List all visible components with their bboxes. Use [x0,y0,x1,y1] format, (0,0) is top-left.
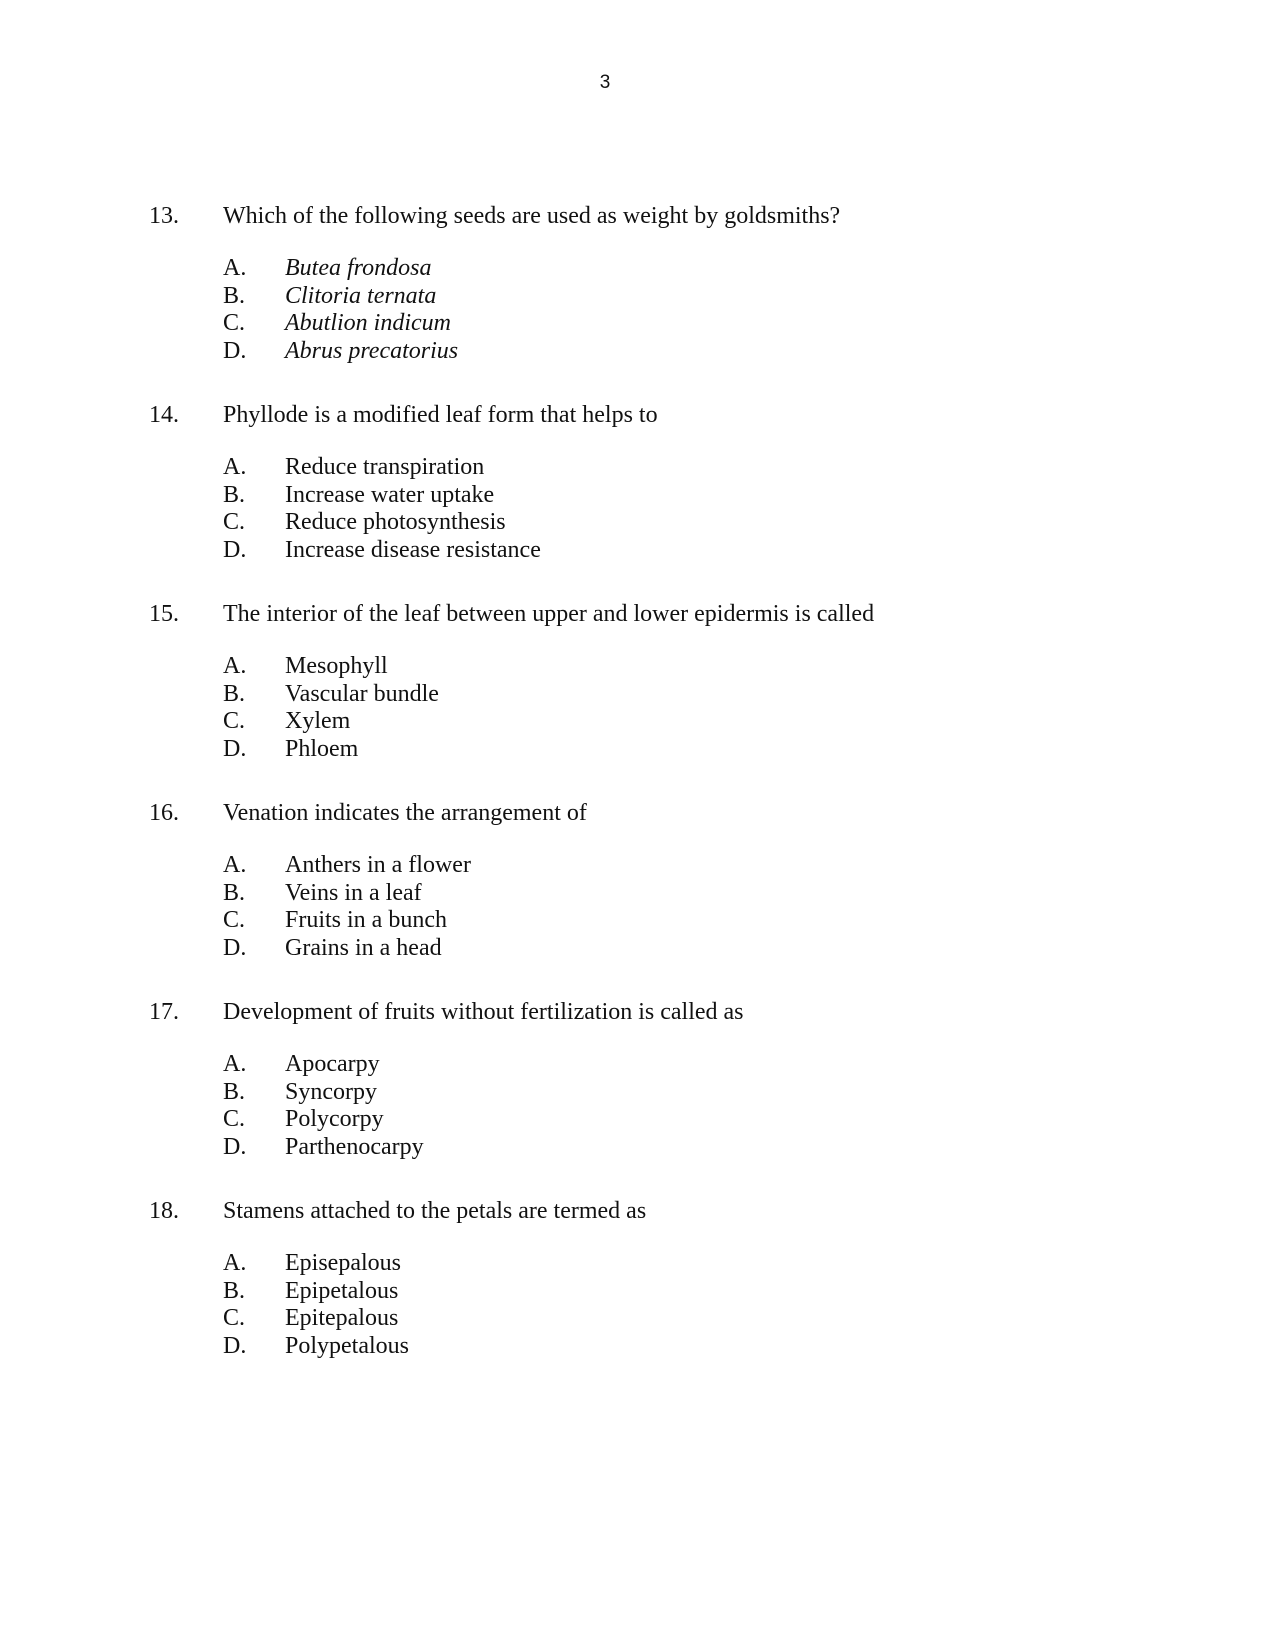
question-number: 15. [149,601,179,627]
option-text: Epipetalous [285,1277,399,1304]
option-text: Anthers in a flower [285,852,471,878]
option-text: Reduce photosynthesis [285,509,506,535]
option-letter: A. [223,1051,247,1077]
option-letter: C. [223,907,246,933]
question-18 [149,1196,1149,1360]
option-text: Polypetalous [285,1332,409,1359]
option-letter: B. [223,879,246,906]
option-list [223,852,1149,962]
question-stem [149,400,1149,430]
option-letter: A. [223,454,247,480]
option-text: Vascular bundle [285,680,439,707]
option-letter: C. [223,310,246,336]
option-a [223,454,1149,482]
option-letter: C. [223,708,246,734]
option-text: Increase water uptake [285,481,495,508]
question-number: 16. [149,800,179,826]
question-16 [149,798,1149,962]
option-text: Reduce transpiration [285,454,485,480]
option-letter: A. [223,255,247,281]
option-c [223,1305,1149,1333]
option-letter: B. [223,1277,246,1304]
question-list [149,201,1149,1395]
option-d [223,736,1149,764]
option-text: Syncorpy [285,1078,377,1105]
option-text: Fruits in a bunch [285,907,447,933]
option-text: Episepalous [285,1250,401,1276]
option-text: Apocarpy [285,1051,380,1077]
question-17 [149,997,1149,1161]
question-text: Which of the following seeds are used as weight by goldsmiths? [223,203,841,229]
option-c [223,509,1149,537]
question-text: Development of fruits without fertilization is called as [223,999,744,1025]
option-d [223,1333,1149,1361]
option-list [223,1250,1149,1360]
question-text: Stamens attached to the petals are termed as [223,1198,647,1224]
question-stem [149,1196,1149,1226]
question-stem [149,201,1149,231]
option-text: Polycorpy [285,1106,384,1132]
question-number: 18. [149,1198,179,1224]
option-letter: B. [223,282,246,309]
question-14 [149,400,1149,564]
option-a [223,852,1149,880]
option-text: Mesophyll [285,653,388,679]
option-c [223,907,1149,935]
option-list [223,1051,1149,1161]
question-text: The interior of the leaf between upper and lower epidermis is called [223,601,875,627]
question-15 [149,599,1149,763]
option-text: Epitepalous [285,1305,399,1331]
option-text: Veins in a leaf [285,879,422,906]
question-stem [149,798,1149,828]
option-text: Butea frondosa [285,255,432,281]
option-letter: A. [223,1250,247,1276]
option-letter: D. [223,1332,247,1359]
option-a [223,1051,1149,1079]
option-list [223,454,1149,564]
option-letter: B. [223,1078,246,1105]
option-letter: C. [223,1305,246,1331]
question-stem [149,599,1149,629]
option-letter: A. [223,653,247,679]
option-text: Clitoria ternata [285,282,437,309]
question-stem [149,997,1149,1027]
page-number: 3 [599,72,611,93]
option-text: Abrus precatorius [285,337,459,364]
option-b [223,283,1149,311]
option-b [223,880,1149,908]
option-text: Phloem [285,735,359,762]
option-b [223,482,1149,510]
option-letter: C. [223,1106,246,1132]
option-text: Increase disease resistance [285,536,541,563]
question-text: Venation indicates the arrangement of [223,800,587,826]
question-number: 13. [149,203,179,229]
option-b [223,1278,1149,1306]
option-b [223,1079,1149,1107]
option-letter: D. [223,1133,247,1160]
option-letter: C. [223,509,246,535]
option-letter: B. [223,680,246,707]
option-d [223,935,1149,963]
option-b [223,681,1149,709]
option-letter: D. [223,934,247,961]
option-list [223,653,1149,763]
question-13 [149,201,1149,365]
option-letter: B. [223,481,246,508]
question-number: 17. [149,999,179,1025]
option-a [223,255,1149,283]
option-a [223,1250,1149,1278]
option-list [223,255,1149,365]
question-number: 14. [149,402,179,428]
option-letter: D. [223,337,247,364]
option-text: Parthenocarpy [285,1133,424,1160]
option-letter: A. [223,852,247,878]
option-text: Xylem [285,708,351,734]
option-letter: D. [223,735,247,762]
option-d [223,537,1149,565]
option-d [223,1134,1149,1162]
question-text: Phyllode is a modified leaf form that helps to [223,402,658,428]
option-letter: D. [223,536,247,563]
option-text: Grains in a head [285,934,442,961]
option-d [223,338,1149,366]
option-a [223,653,1149,681]
option-c [223,708,1149,736]
option-c [223,1106,1149,1134]
option-c [223,310,1149,338]
option-text: Abutlion indicum [285,310,451,336]
